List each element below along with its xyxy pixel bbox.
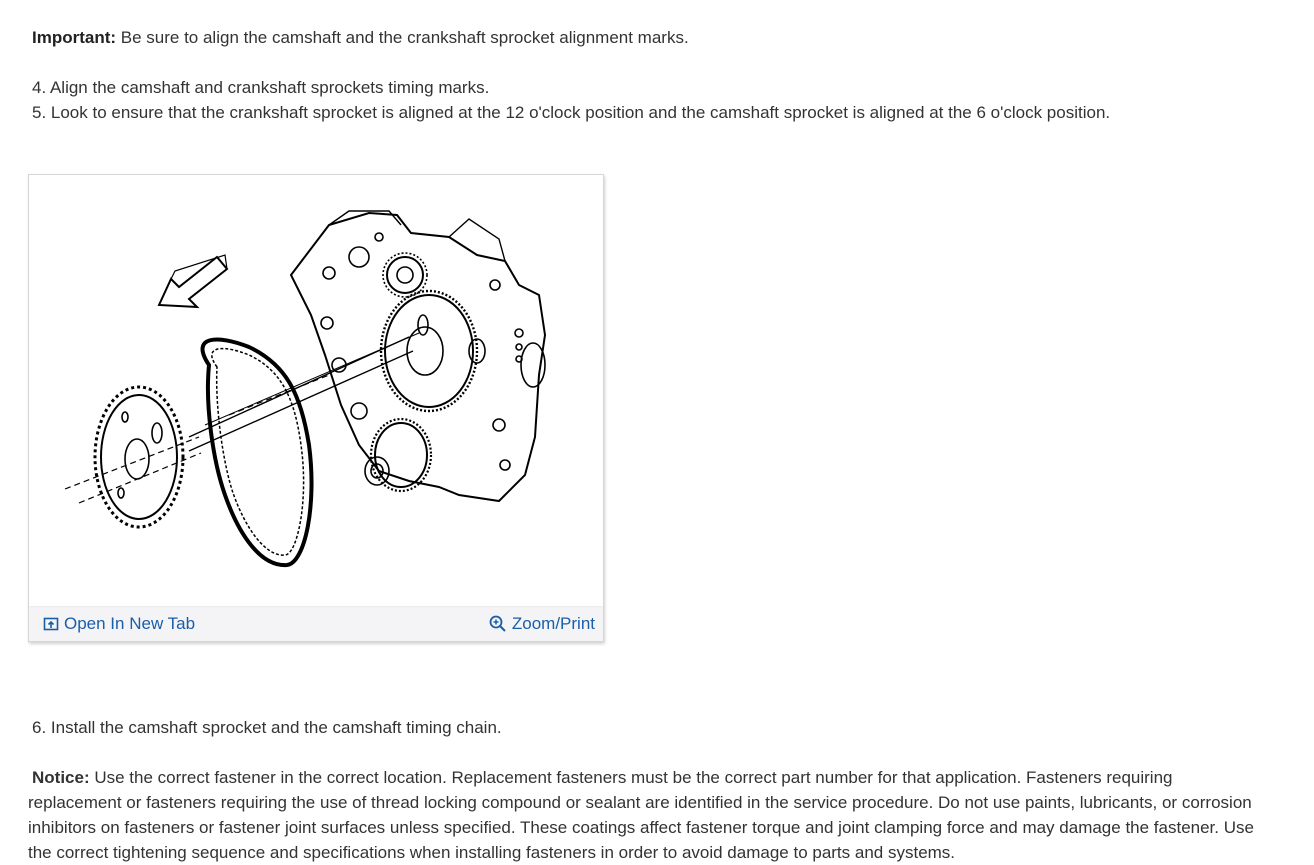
important-label: Important: xyxy=(32,28,117,47)
open-in-new-tab-link[interactable] xyxy=(43,613,195,635)
step-5: 5. Look to ensure that the crankshaft sprocket is aligned at the 12 o'clock position and the camshaft sprocket is aligned at the 6 o'clock position. xyxy=(32,103,1111,122)
timing-chain xyxy=(203,340,312,566)
figure-toolbar xyxy=(29,606,603,641)
direction-arrow xyxy=(159,257,227,307)
notice-paragraph xyxy=(28,765,1268,865)
notice-text: Use the correct fastener in the correct location. Replacement fasteners must be the correct part number for that application. Fasteners requiring replacement or fasteners requiring the use of thread locking compound or sealant are identified in the service procedure. Do not use paints, lubricants, or corrosion inhibitors on fasteners or fastener joint surfaces unless specified. These coatings affect fastener torque and joint clamping force and may damage the fastener. Use the correct tightening sequence and specifications when installing fasteners in order to avoid damage to parts and systems. xyxy=(28,768,1254,862)
open-new-tab-icon xyxy=(43,616,59,632)
engine-block xyxy=(291,213,545,501)
open-tab-label: Open In New Tab xyxy=(64,614,196,633)
zoom-in-icon xyxy=(489,615,507,633)
step-6: 6. Install the camshaft sprocket and the camshaft timing chain. xyxy=(32,718,502,737)
important-note xyxy=(32,25,689,50)
figure-panel xyxy=(28,174,604,642)
zoom-print-link[interactable] xyxy=(489,613,595,635)
important-text: Be sure to align the camshaft and the crankshaft sprocket alignment marks. xyxy=(116,28,689,47)
zoom-print-label: Zoom/Print xyxy=(511,614,595,633)
step-4: 4. Align the camshaft and crankshaft sprockets timing marks. xyxy=(32,78,490,97)
notice-label: Notice: xyxy=(32,768,90,787)
camshaft-sprocket xyxy=(101,395,177,519)
timing-chain-illustration xyxy=(29,175,603,607)
